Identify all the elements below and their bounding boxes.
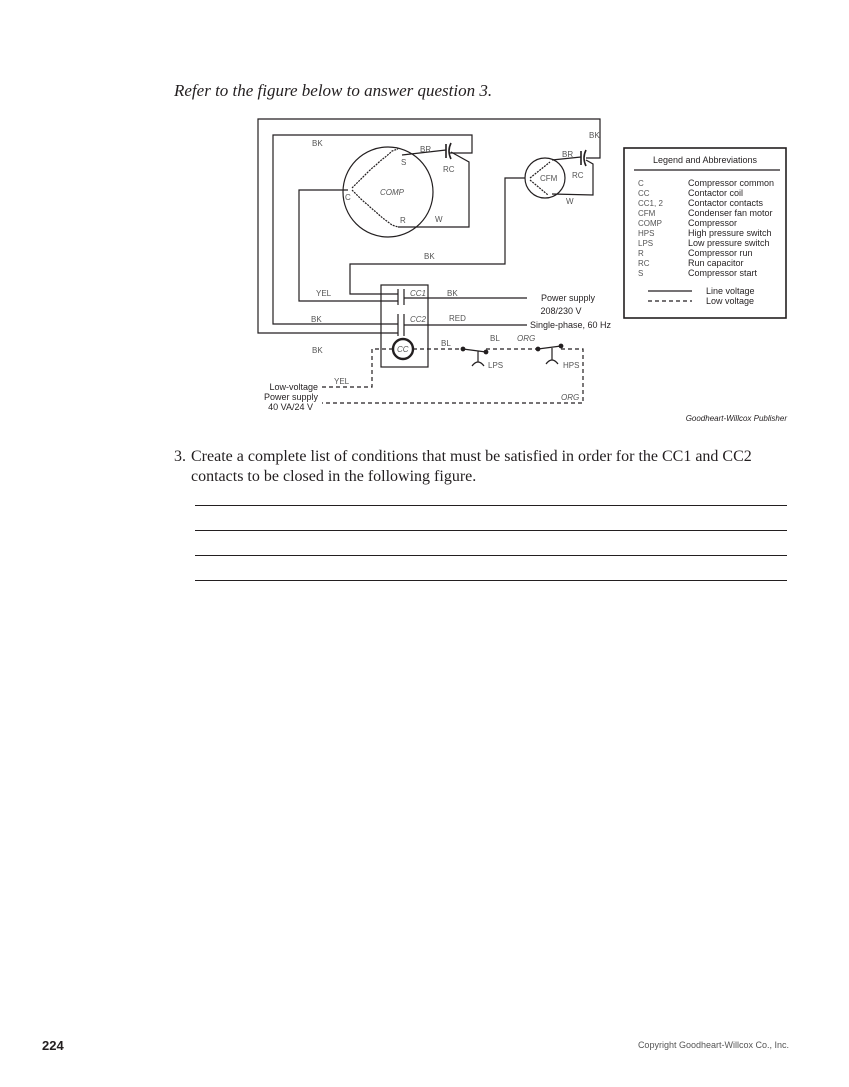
intro-text: Refer to the figure below to answer question 3. bbox=[174, 81, 493, 100]
low-voltage-supply-line: 40 VA/24 V bbox=[268, 402, 313, 412]
label: ORG bbox=[561, 393, 580, 402]
legend-desc: Compressor start bbox=[688, 268, 758, 278]
legend-abbr: COMP bbox=[638, 219, 662, 228]
label: ORG bbox=[517, 334, 536, 343]
legend-abbr: CC1, 2 bbox=[638, 199, 663, 208]
run-capacitor-comp bbox=[446, 143, 451, 159]
legend-desc: Run capacitor bbox=[688, 258, 744, 268]
legend-abbr: RC bbox=[638, 259, 650, 268]
run-capacitor-cfm bbox=[581, 150, 586, 166]
legend-desc: Compressor common bbox=[688, 178, 775, 188]
power-supply-line: Power supply bbox=[540, 293, 596, 303]
wire-inner-bk bbox=[273, 135, 472, 324]
label: BL bbox=[490, 334, 500, 343]
question-number: 3. bbox=[174, 448, 186, 465]
question-3 bbox=[174, 447, 794, 487]
contact-cc2 bbox=[398, 314, 404, 336]
answer-line[interactable] bbox=[195, 505, 787, 506]
legend-abbr: C bbox=[638, 179, 644, 188]
label: CC2 bbox=[410, 315, 427, 324]
contact-cc1 bbox=[398, 289, 404, 305]
lps-switch bbox=[463, 349, 486, 366]
legend-desc: Contactor contacts bbox=[688, 198, 764, 208]
label: RC bbox=[572, 171, 584, 180]
legend-title: Legend and Abbreviations bbox=[652, 155, 758, 165]
label: S bbox=[401, 158, 407, 167]
label: BK bbox=[589, 131, 600, 140]
label: BK bbox=[312, 139, 323, 148]
page-number: 224 bbox=[42, 1038, 64, 1053]
answer-line[interactable] bbox=[195, 530, 787, 531]
wiring-diagram bbox=[0, 0, 849, 440]
legend-desc: Low pressure switch bbox=[688, 238, 770, 248]
label: BK bbox=[447, 289, 458, 298]
answer-line[interactable] bbox=[195, 580, 787, 581]
label: LPS bbox=[488, 361, 504, 370]
wire-yel bbox=[299, 190, 398, 301]
power-supply-line: Single-phase, 60 Hz bbox=[530, 320, 612, 330]
label: COMP bbox=[380, 188, 404, 197]
legend-desc: High pressure switch bbox=[688, 228, 772, 238]
legend-desc: Compressor run bbox=[688, 248, 753, 258]
legend-abbr: S bbox=[638, 269, 644, 278]
low-voltage-circuit bbox=[322, 349, 583, 403]
copyright: Copyright Goodheart-Willcox Co., Inc. bbox=[637, 1040, 789, 1050]
label: CC1 bbox=[410, 289, 427, 298]
hps-terminal bbox=[559, 344, 563, 348]
lps-terminal bbox=[484, 350, 488, 354]
legend-abbr: CFM bbox=[638, 209, 656, 218]
legend-box bbox=[624, 148, 786, 318]
legend-low-voltage: Low voltage bbox=[706, 296, 755, 306]
answer-line[interactable] bbox=[195, 555, 787, 556]
figure-credit: Goodheart-Willcox Publisher bbox=[685, 414, 787, 423]
legend-abbr: R bbox=[638, 249, 644, 258]
label: W bbox=[435, 215, 443, 224]
label: BR bbox=[420, 145, 432, 154]
label: BK bbox=[312, 346, 323, 355]
question-text: Create a complete list of conditions that must be satisfied in order for the CC1 and CC2 contacts to be closed in the following figure. bbox=[191, 448, 752, 485]
label: BK bbox=[311, 315, 322, 324]
low-voltage-supply-line: Low-voltage bbox=[269, 382, 318, 392]
label: BL bbox=[441, 339, 451, 348]
label: YEL bbox=[334, 377, 350, 386]
label: RED bbox=[449, 314, 466, 323]
label: BK bbox=[424, 252, 435, 261]
wire-org bbox=[322, 349, 583, 403]
label: RC bbox=[443, 165, 455, 174]
label: R bbox=[400, 216, 406, 225]
label: W bbox=[566, 197, 574, 206]
legend-abbr: LPS bbox=[638, 239, 654, 248]
label: HPS bbox=[563, 361, 580, 370]
legend-abbr: CC bbox=[638, 189, 650, 198]
legend-desc: Contactor coil bbox=[688, 188, 744, 198]
hps-switch bbox=[538, 346, 561, 364]
legend-desc: Condenser fan motor bbox=[688, 208, 773, 218]
power-supply-line: 208/230 V bbox=[540, 306, 582, 316]
label: YEL bbox=[316, 289, 332, 298]
hps-terminal bbox=[536, 347, 540, 351]
legend-line-voltage: Line voltage bbox=[706, 286, 755, 296]
label: BR bbox=[562, 150, 574, 159]
wire-yel-low bbox=[322, 349, 393, 387]
low-voltage-supply-line: Power supply bbox=[263, 392, 318, 402]
start-winding bbox=[352, 149, 398, 188]
legend-abbr: HPS bbox=[638, 229, 655, 238]
label: CFM bbox=[540, 174, 558, 183]
legend-desc: Compressor bbox=[688, 218, 738, 228]
lps-terminal bbox=[461, 347, 465, 351]
label: C bbox=[345, 193, 351, 202]
label: CC bbox=[397, 345, 409, 354]
